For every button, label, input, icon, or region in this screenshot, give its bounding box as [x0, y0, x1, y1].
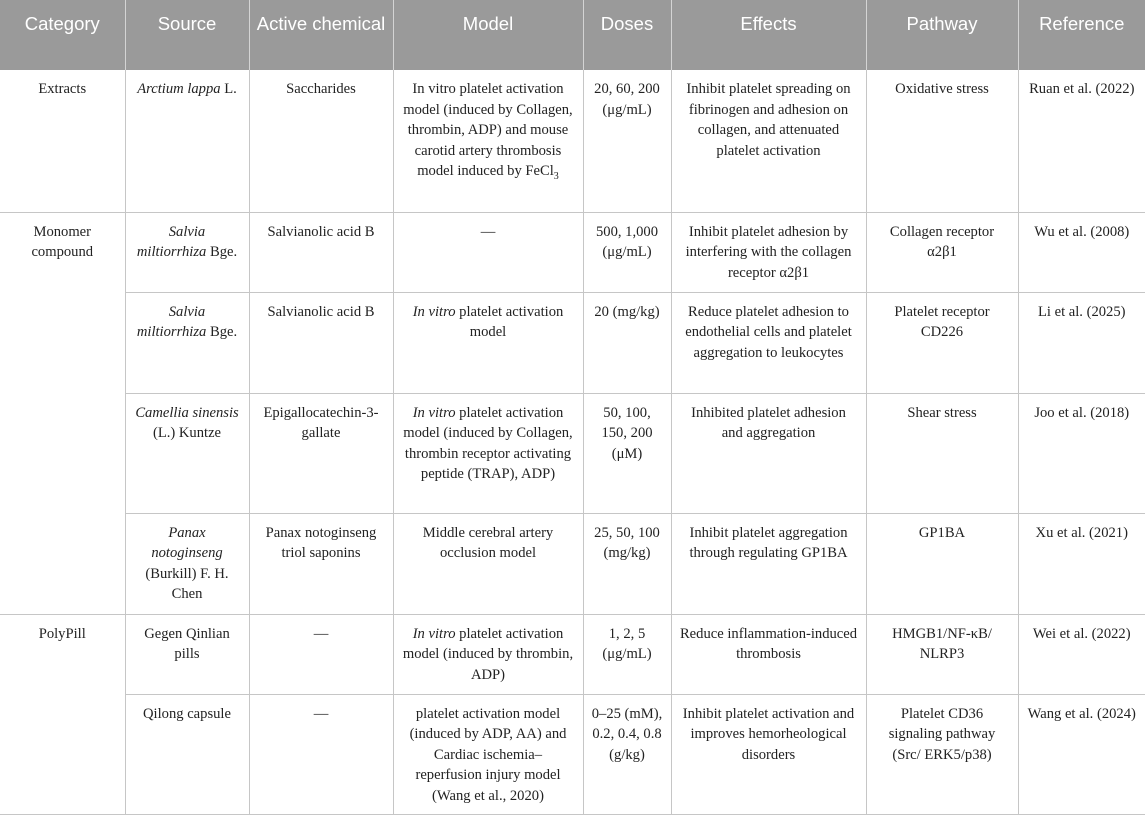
chemical-cell: Panax notoginseng triol saponins [249, 513, 393, 614]
header-source: Source [125, 0, 249, 70]
pathway-cell: Platelet CD36 signaling pathway (Src/ ERK5/p38) [866, 694, 1018, 815]
category-cell: Monomer compound [0, 212, 125, 614]
table-row [0, 513, 1145, 614]
effects-cell: Reduce platelet adhesion to endothelial cells and platelet aggregation to leukocytes [671, 292, 866, 393]
header-pathway: Pathway [866, 0, 1018, 70]
model-cell: In vitro platelet activation model (induced by Collagen, thrombin receptor activating peptide (TRAP), ADP) [393, 393, 583, 513]
model-cell: platelet activation model (induced by ADP, AA) and Cardiac ischemia–reperfusion injury model (Wang et al., 2020) [393, 694, 583, 815]
table-row [0, 70, 1145, 212]
reference-cell: Li et al. (2025) [1018, 292, 1145, 393]
table-row [0, 212, 1145, 292]
model-cell: In vitro platelet activation model [393, 292, 583, 393]
doses-cell: 25, 50, 100 (mg/kg) [583, 513, 671, 614]
reference-cell: Joo et al. (2018) [1018, 393, 1145, 513]
effects-cell: Inhibit platelet aggregation through regulating GP1BA [671, 513, 866, 614]
effects-cell: Inhibit platelet adhesion by interfering with the collagen receptor α2β1 [671, 212, 866, 292]
source-cell: Arctium lappa L. [125, 70, 249, 212]
category-cell: Extracts [0, 70, 125, 212]
doses-cell: 20 (mg/kg) [583, 292, 671, 393]
header-reference: Reference [1018, 0, 1145, 70]
chemical-cell: — [249, 694, 393, 815]
chemical-cell: Saccharides [249, 70, 393, 212]
effects-cell: Inhibited platelet adhesion and aggregation [671, 393, 866, 513]
reference-cell: Ruan et al. (2022) [1018, 70, 1145, 212]
table-row [0, 292, 1145, 393]
effects-cell: Reduce inflammation-induced thrombosis [671, 614, 866, 694]
pathway-cell: Oxidative stress [866, 70, 1018, 212]
doses-cell: 50, 100, 150, 200 (μM) [583, 393, 671, 513]
doses-cell: 500, 1,000 (μg/mL) [583, 212, 671, 292]
chemical-cell: Salvianolic acid B [249, 212, 393, 292]
header-row [0, 0, 1145, 70]
category-cell: PolyPill [0, 614, 125, 815]
model-cell: — [393, 212, 583, 292]
header-effects: Effects [671, 0, 866, 70]
effects-cell: Inhibit platelet spreading on fibrinogen and adhesion on collagen, and attenuated platelet activation [671, 70, 866, 212]
doses-cell: 20, 60, 200 (μg/mL) [583, 70, 671, 212]
source-cell: Camellia sinensis (L.) Kuntze [125, 393, 249, 513]
source-cell: Salvia miltiorrhiza Bge. [125, 212, 249, 292]
doses-cell: 0–25 (mM), 0.2, 0.4, 0.8 (g/kg) [583, 694, 671, 815]
chemical-cell: Epigallocatechin-3-gallate [249, 393, 393, 513]
header-active-chemical: Active chemical [249, 0, 393, 70]
reference-cell: Xu et al. (2021) [1018, 513, 1145, 614]
table-row [0, 694, 1145, 815]
header-model: Model [393, 0, 583, 70]
model-cell: Middle cerebral artery occlusion model [393, 513, 583, 614]
chemical-cell: Salvianolic acid B [249, 292, 393, 393]
table-row [0, 614, 1145, 694]
pathway-cell: HMGB1/NF-κB/ NLRP3 [866, 614, 1018, 694]
reference-cell: Wei et al. (2022) [1018, 614, 1145, 694]
model-cell: In vitro platelet activation model (induced by thrombin, ADP) [393, 614, 583, 694]
effects-cell: Inhibit platelet activation and improves hemorheological disorders [671, 694, 866, 815]
pathway-cell: GP1BA [866, 513, 1018, 614]
pathway-cell: Collagen receptor α2β1 [866, 212, 1018, 292]
model-cell: In vitro platelet activation model (induced by Collagen, thrombin, ADP) and mouse carotid artery thrombosis model induced by FeCl$_3$ [393, 70, 583, 212]
doses-cell: 1, 2, 5 (μg/mL) [583, 614, 671, 694]
source-cell: Qilong capsule [125, 694, 249, 815]
reference-cell: Wang et al. (2024) [1018, 694, 1145, 815]
reference-cell: Wu et al. (2008) [1018, 212, 1145, 292]
table-row [0, 393, 1145, 513]
chemical-cell: — [249, 614, 393, 694]
header-category: Category [0, 0, 125, 70]
pathway-cell: Shear stress [866, 393, 1018, 513]
header-doses: Doses [583, 0, 671, 70]
pathway-cell: Platelet receptor CD226 [866, 292, 1018, 393]
source-cell: Panax notoginseng (Burkill) F. H. Chen [125, 513, 249, 614]
source-cell: Salvia miltiorrhiza Bge. [125, 292, 249, 393]
source-cell: Gegen Qinlian pills [125, 614, 249, 694]
